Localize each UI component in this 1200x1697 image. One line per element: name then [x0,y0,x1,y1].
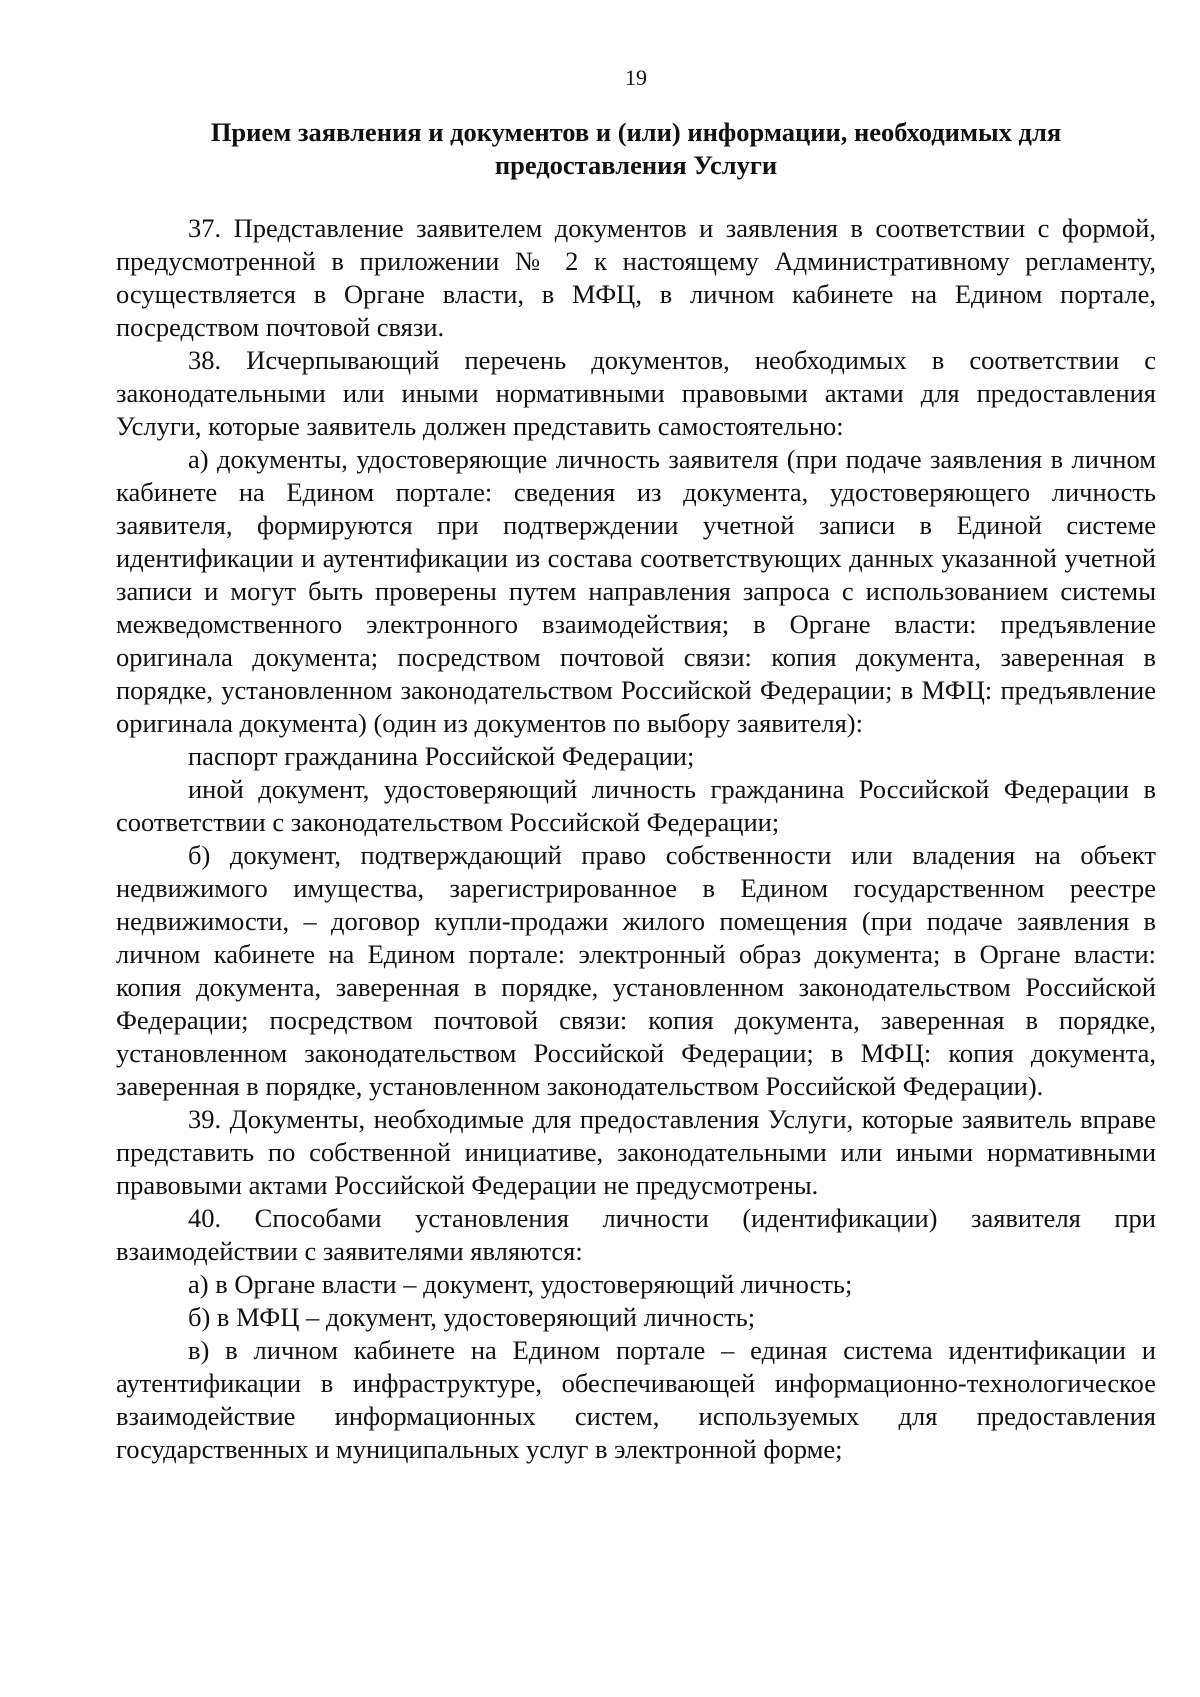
paragraph-other-document: иной документ, удостоверяющий личность гражданина Российской Федерации в соответствии с законодательством Российской Федерации; [116,774,1156,837]
paragraph-38: 38. Исчерпывающий перечень документов, необходимых в соответствии с законодательными или иными нормативными правовыми актами для предоставления Услуги, которые заявитель должен представить самостоятельно: [116,345,1156,441]
paragraph-38-b: б) документ, подтверждающий право собственности или владения на объект недвижимого имущества, зарегистрированное в Едином государственном реестре недвижимости, – договор купли-продажи жилого помещения (при подаче заявления в личном кабинете на Едином портале: электронный образ документа; в Органе власти: копия документа, заверенная в порядке, установленном законодательством Российской Федерации; посредством почтовой связи: копия документа, заверенная в порядке, установленном законодательством Российской Федерации; в МФЦ: копия документа, заверенная в порядке, установленном законодательством Российской Федерации). [116,840,1156,1101]
page-number: 19 [625,65,647,90]
document-page [116,58,1156,1466]
paragraph-39: 39. Документы, необходимые для предоставления Услуги, которые заявитель вправе представить по собственной инициативе, законодательными или иными нормативными правовыми актами Российской Федерации не предусмотрены. [116,1104,1156,1200]
paragraph-40-b: б) в МФЦ – документ, удостоверяющий личность; [188,1302,756,1332]
section-title: Прием заявления и документов и (или) информации, необходимых для предоставления Услуги [210,117,1062,180]
paragraph-40-a: а) в Органе власти – документ, удостоверяющий личность; [188,1269,853,1299]
paragraph-passport: паспорт гражданина Российской Федерации; [188,741,695,771]
paragraph-40-v: в) в личном кабинете на Едином портале – единая система идентификации и аутентификации в инфраструктуре, обеспечивающей информационно-технологическое взаимодействие информационных систем, используемых для предоставления государственных и муниципальных услуг в электронной форме; [116,1335,1156,1464]
paragraph-40: 40. Способами установления личности (идентификации) заявителя при взаимодействии с заявителями являются: [116,1203,1156,1266]
paragraph-38-a: а) документы, удостоверяющие личность заявителя (при подаче заявления в личном кабинете на Едином портале: сведения из документа, удостоверяющего личность заявителя, формируются при подтверждении учетной записи в Единой системе идентификации и аутентификации из состава соответствующих данных указанной учетной записи и могут быть проверены путем направления запроса с использованием системы межведомственного электронного взаимодействия; в Органе власти: предъявление оригинала документа; посредством почтовой связи: копия документа, заверенная в порядке, установленном законодательством Российской Федерации; в МФЦ: предъявление оригинала документа) (один из документов по выбору заявителя): [116,444,1156,738]
paragraph-37: 37. Представление заявителем документов и заявления в соответствии с формой, предусмотренной в приложении № 2 к настоящему Административному регламенту, осуществляется в Органе власти, в МФЦ, в личном кабинете на Едином портале, посредством почтовой связи. [116,213,1156,342]
